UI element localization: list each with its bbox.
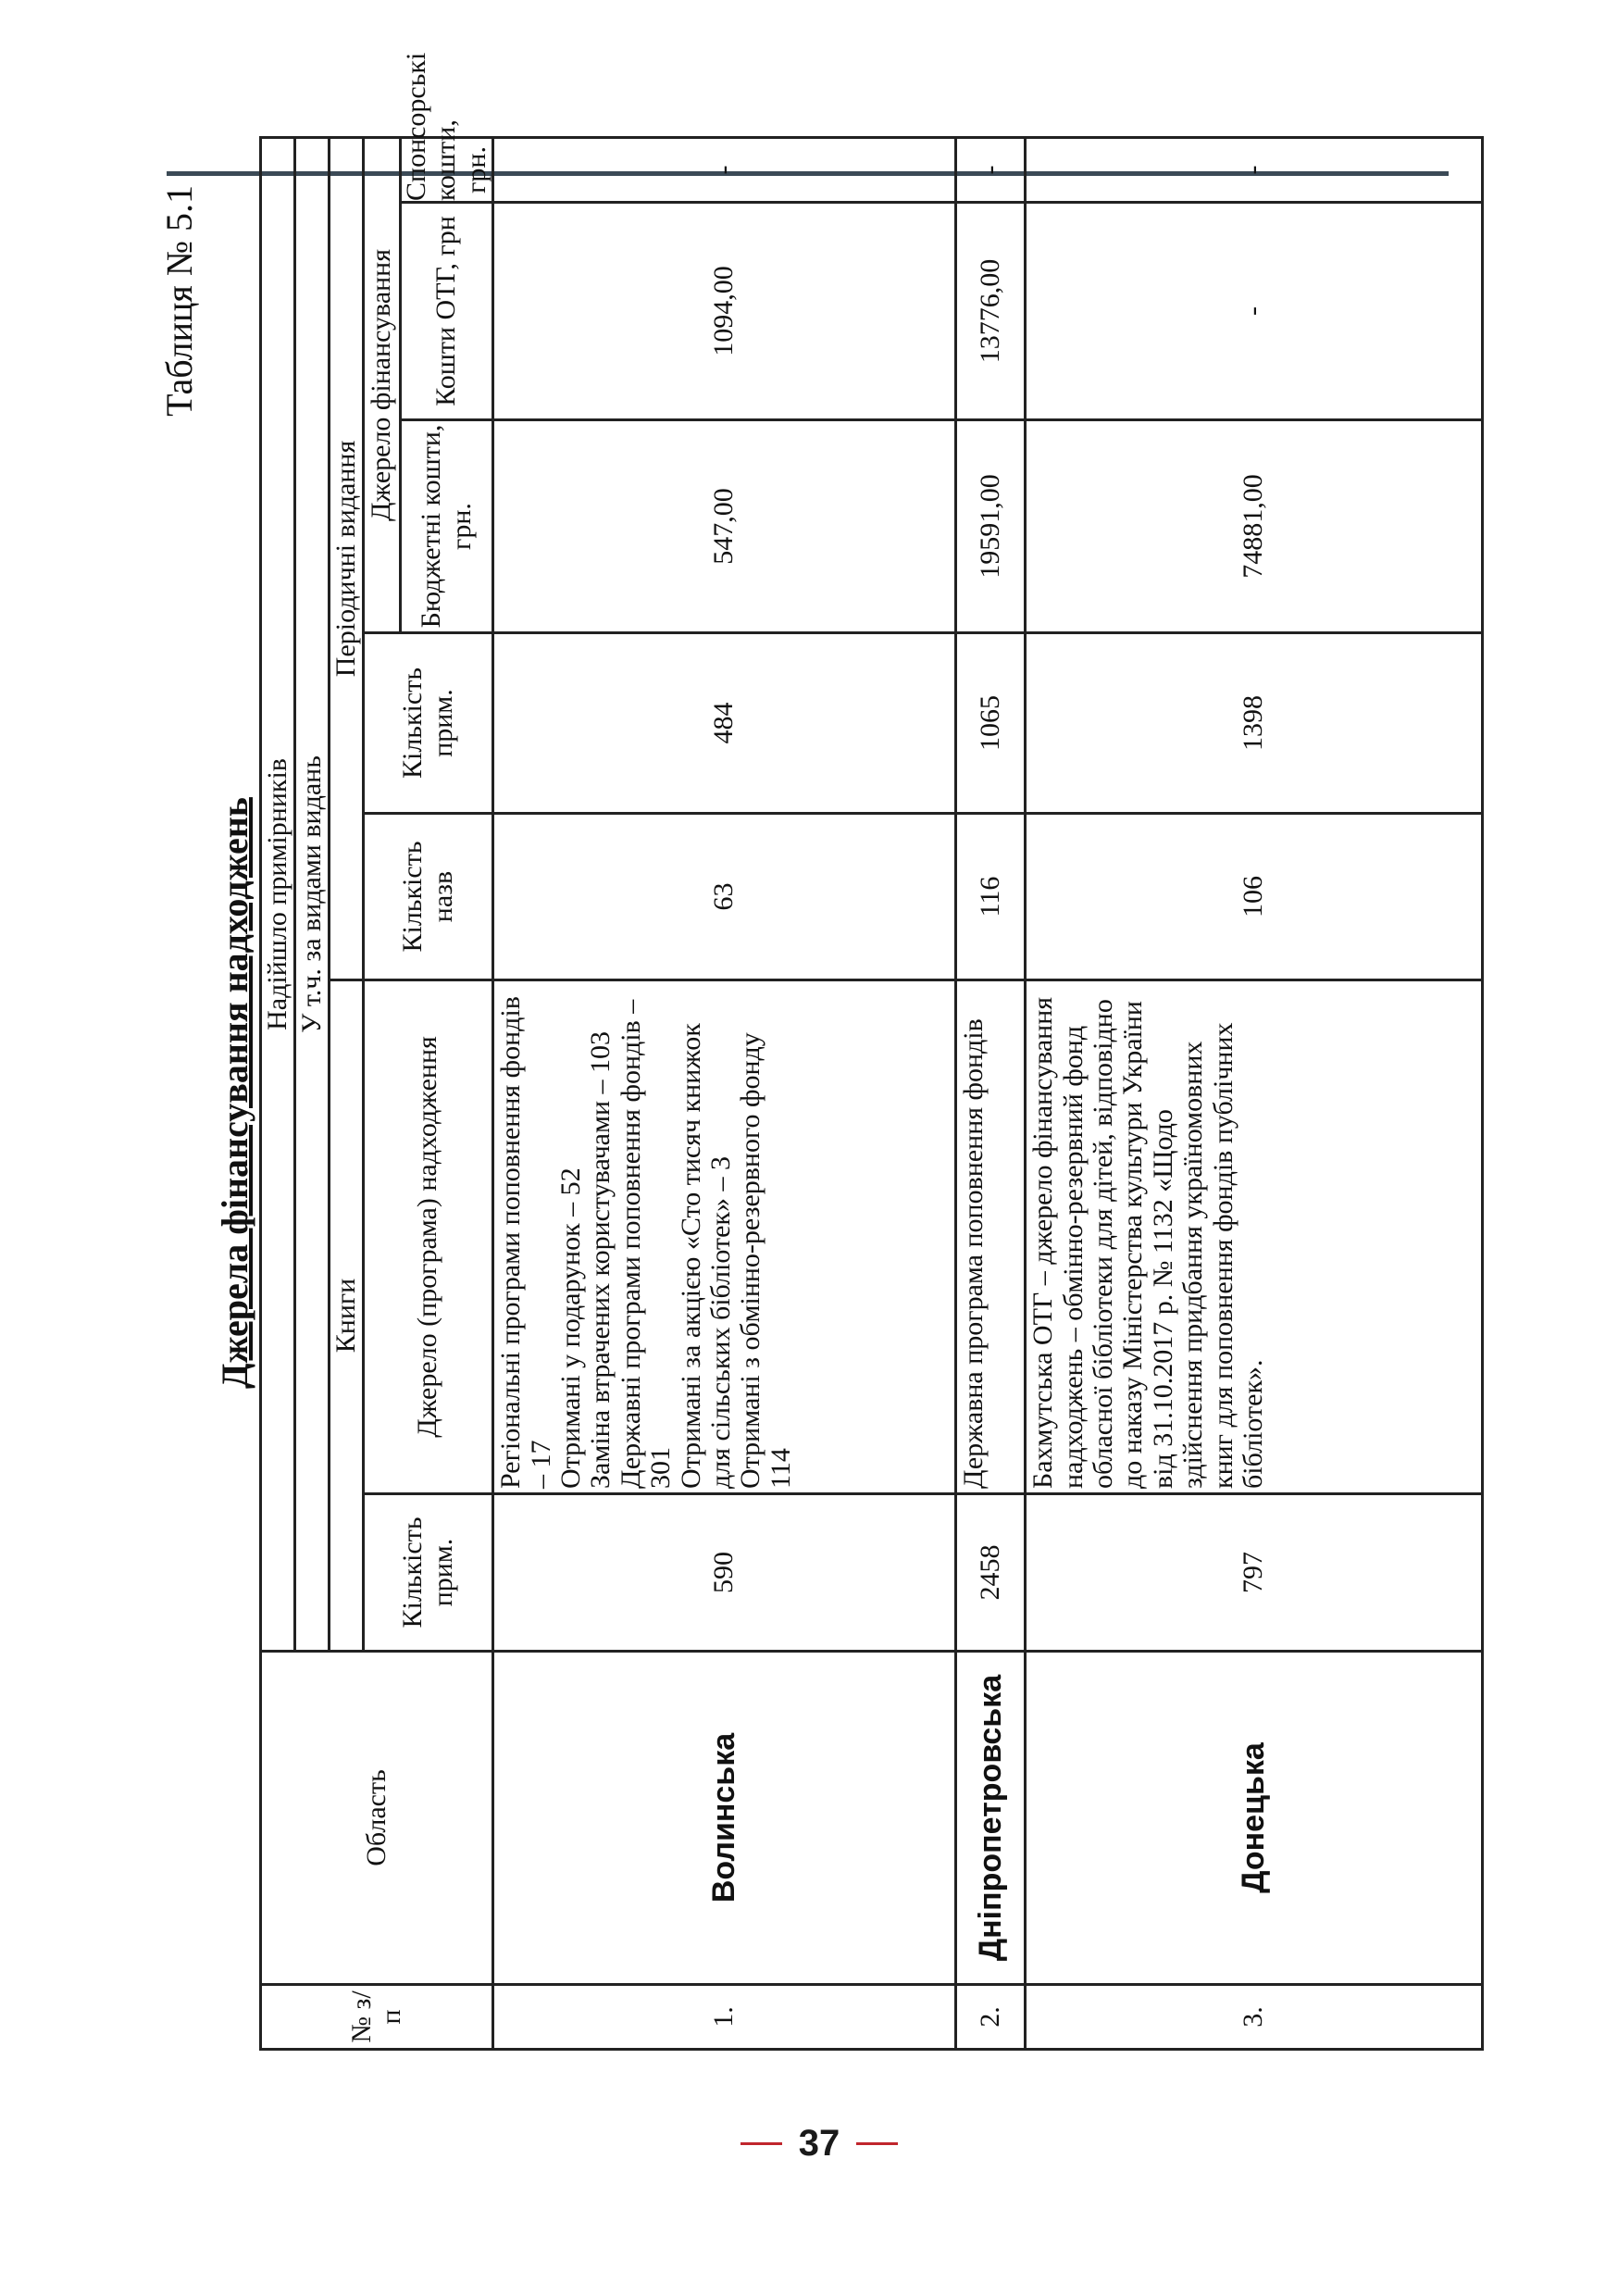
header-budget: Бюджетні кошти, грн. [401, 420, 493, 633]
otg-funds: 13776,00 [956, 203, 1026, 420]
books-source: Регіональні програми поповнення фондів – 17 Отримані у подарунок – 52 Заміна втрачених користувачами – 103 Державні програми поповнення фондів – 301 Отримані за акцією «Сто тисяч книжок для сільських бібліотек» – 3 Отримані з обмінно-резервного фонду 114 [493, 980, 956, 1494]
header-copies-qty: Кількість прим. [364, 633, 493, 814]
header-books: Книги [330, 980, 364, 1652]
header-received: Надійшло примірників [261, 137, 295, 1651]
header-books-qty: Кількість прим. [364, 1494, 493, 1652]
header-by-type: У т.ч. за видами видань [295, 137, 330, 1651]
table-row [493, 137, 956, 2049]
region-name: Волинська [493, 1652, 956, 1985]
page-number-dash-left [741, 2142, 782, 2145]
sponsor-funds: - [1026, 137, 1483, 202]
budget-funds: 19591,00 [956, 420, 1026, 633]
header-titles-qty: Кількість назв [364, 814, 493, 980]
region-name: Донецька [1026, 1652, 1483, 1985]
header-region: Область [261, 1652, 493, 1985]
table-row [1026, 137, 1483, 2049]
books-qty: 797 [1026, 1494, 1483, 1652]
books-qty: 2458 [956, 1494, 1026, 1652]
books-source: Бахмутська ОТГ – джерело фінансування надходжень – обмінно-резервний фонд обласної бібліотеки для дітей, відповідно до наказу Міністерства культури України від 31.10.2017 р. № 1132 «Щодо здійснення придбання україномовних книг для поповнення фондів публічних бібліотек». [1026, 980, 1483, 1494]
titles-qty: 116 [956, 814, 1026, 980]
table-row [956, 137, 1026, 2049]
header-sponsor: Спонсорські кошти, грн. [401, 52, 492, 201]
row-no: 2. [956, 1985, 1026, 2050]
budget-funds: 74881,00 [1026, 420, 1483, 633]
copies-qty: 484 [493, 633, 956, 814]
books-source: Державна програма поповнення фондів [956, 980, 1026, 1494]
copies-qty: 1065 [956, 633, 1026, 814]
header-periodicals: Періодичні видання [330, 137, 364, 980]
budget-funds: 547,00 [493, 420, 956, 633]
books-qty: 590 [493, 1494, 956, 1652]
row-no: 3. [1026, 1985, 1483, 2050]
otg-funds: 1094,00 [493, 203, 956, 420]
funding-table [259, 52, 1484, 2051]
header-otg: Кошти ОТГ, грн [401, 203, 493, 420]
page-number [722, 2115, 916, 2171]
header-no: № з/п [261, 1985, 493, 2050]
document-title: Джерела фінансування надходжень [214, 797, 255, 1389]
page-number-dash-right [856, 2142, 898, 2145]
rotated-table-page [157, 52, 1490, 2092]
titles-qty: 106 [1026, 814, 1483, 980]
region-name: Дніпропетровська [956, 1652, 1026, 1985]
titles-qty: 63 [493, 814, 956, 980]
sponsor-funds: - [956, 137, 1026, 202]
row-no: 1. [493, 1985, 956, 2050]
table-label: Таблиця № 5.1 [158, 185, 200, 417]
page-number-text: 37 [798, 2122, 840, 2164]
sponsor-funds: - [493, 137, 956, 202]
copies-qty: 1398 [1026, 633, 1483, 814]
otg-funds: - [1026, 203, 1483, 420]
header-books-source: Джерело (програма) надходження [364, 980, 493, 1494]
header-funding-source: Джерело фінансування [364, 137, 401, 632]
